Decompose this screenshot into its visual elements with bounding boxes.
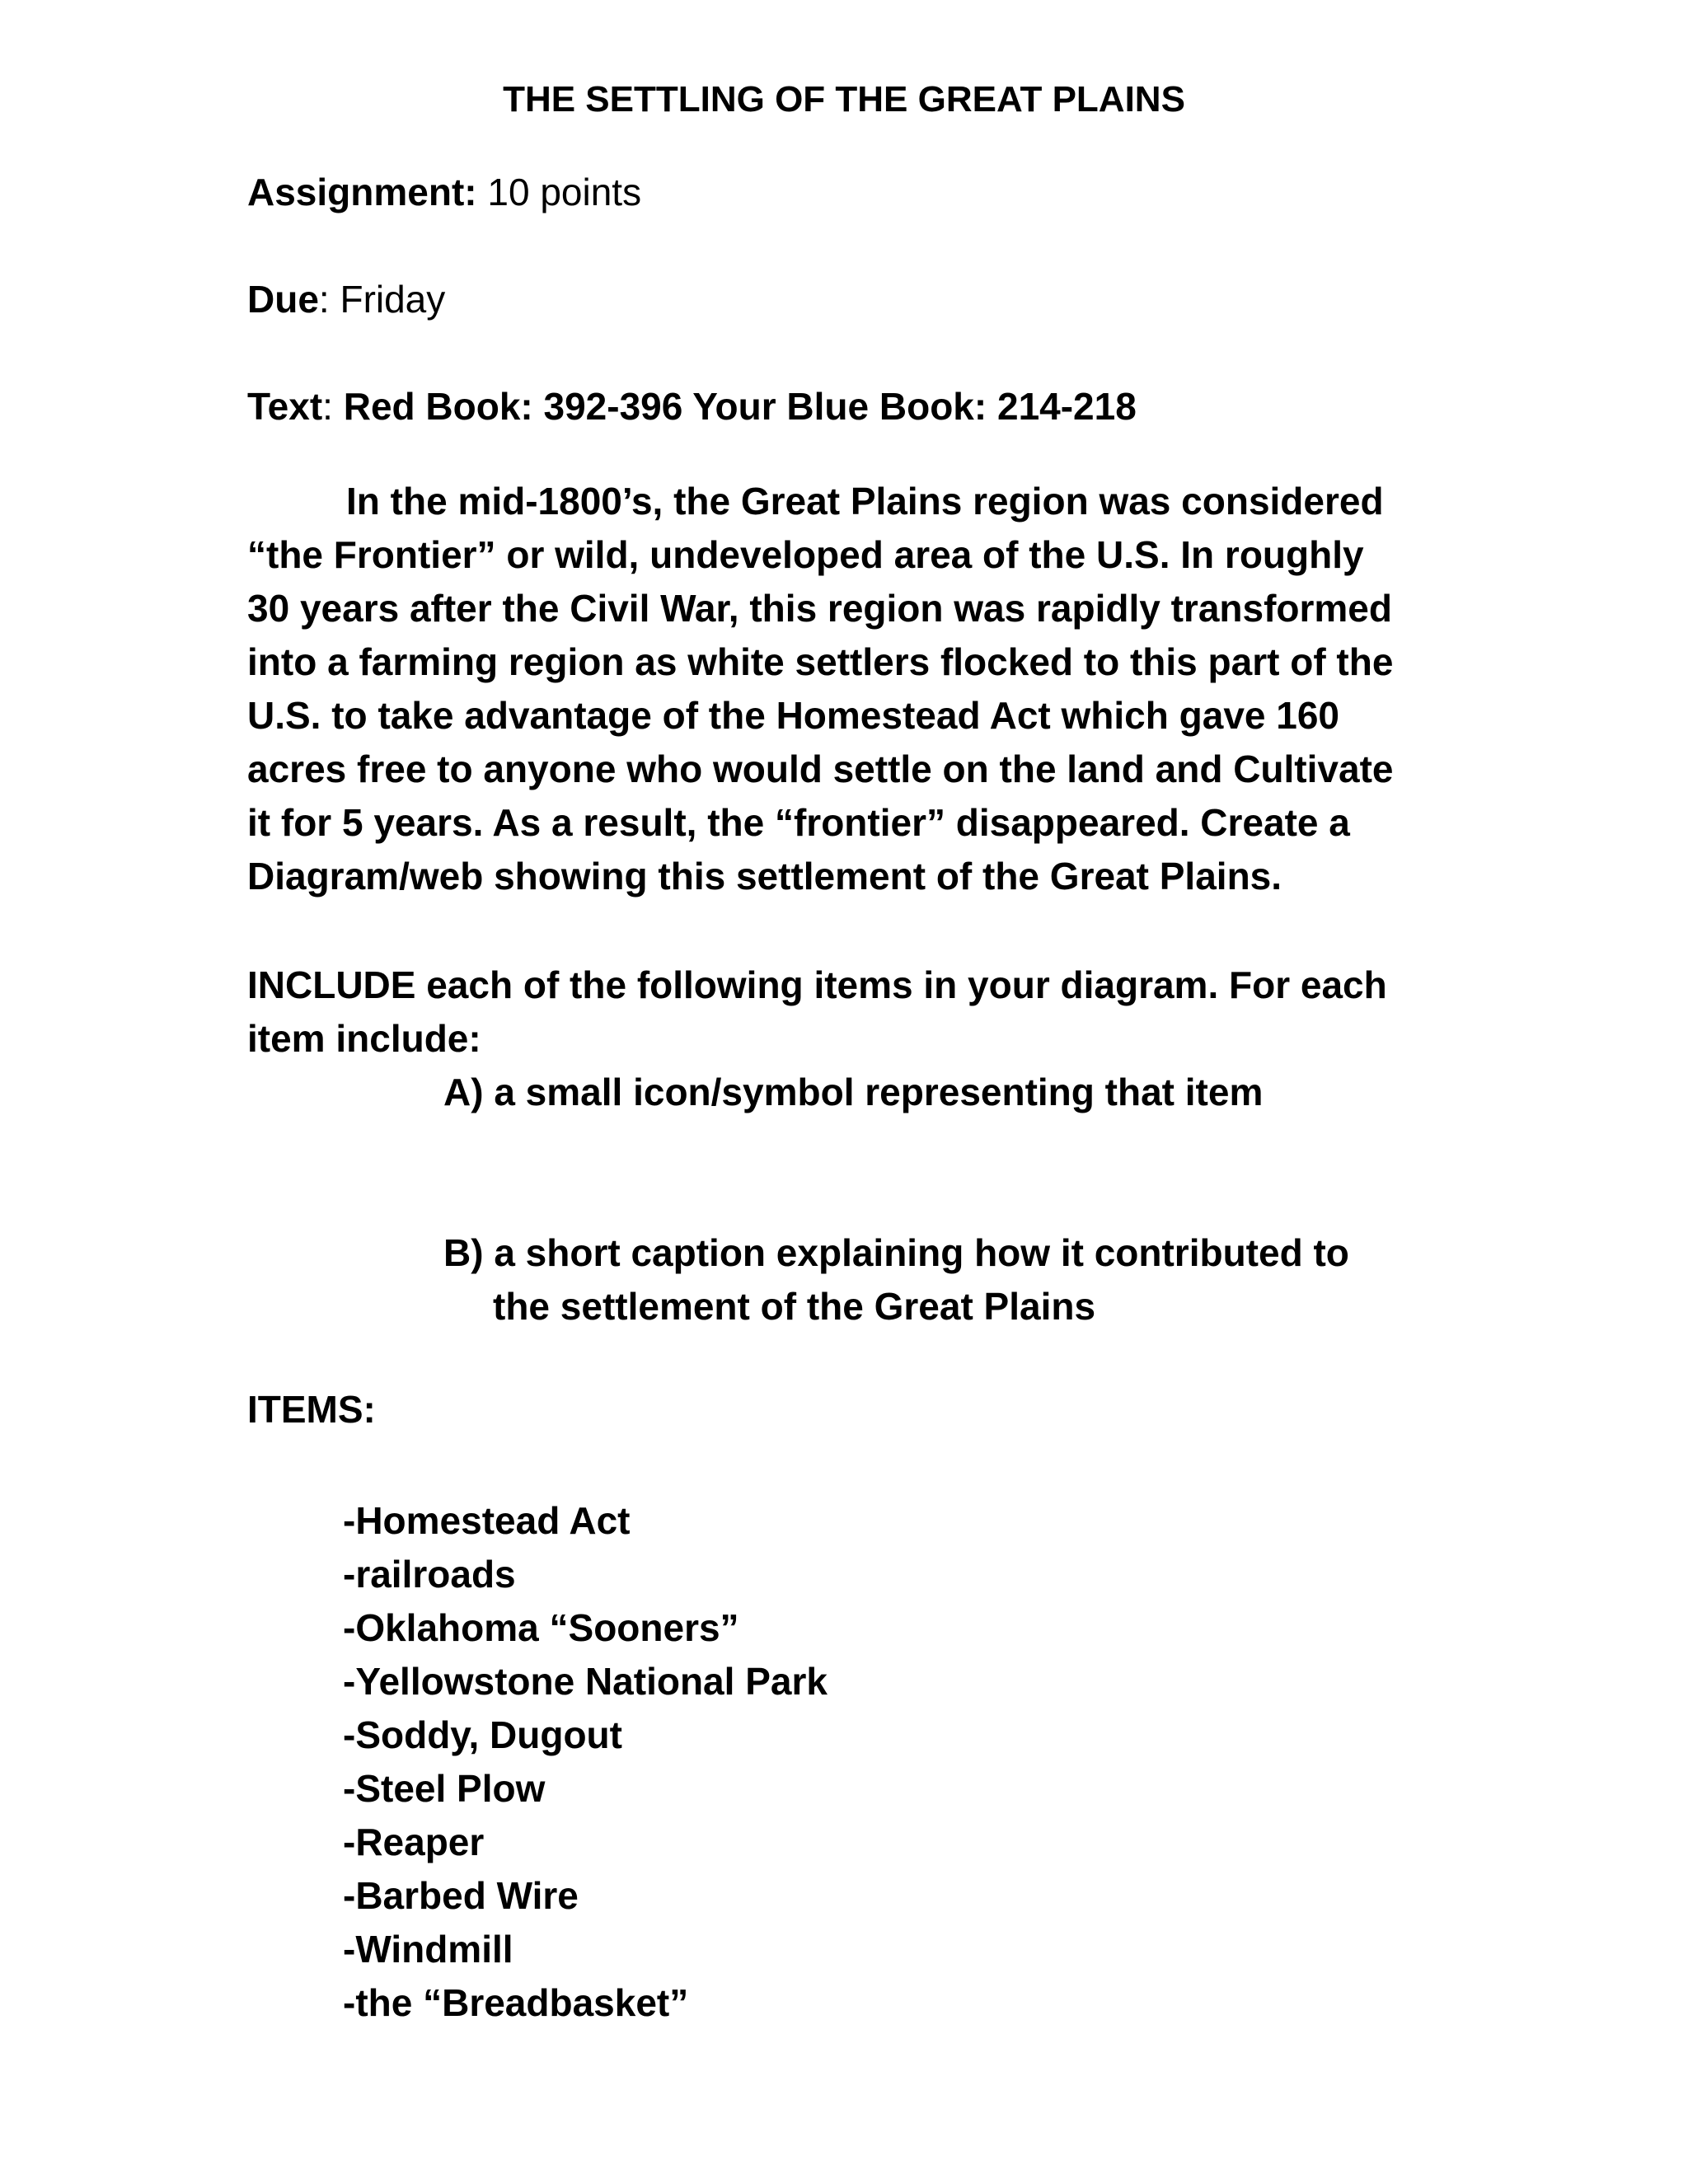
due-line	[247, 277, 445, 321]
assignment-value: 10 points	[476, 171, 642, 213]
intro-line: acres free to anyone who would settle on the land and Cultivate	[247, 748, 1394, 790]
assignment-line	[247, 170, 641, 214]
sub-item-b-line1: B) a short caption explaining how it contributed to	[443, 1231, 1349, 1274]
sub-item-b	[443, 1226, 1349, 1333]
due-value: : Friday	[318, 278, 446, 321]
list-item: -railroads	[343, 1553, 516, 1596]
intro-paragraph	[247, 475, 1418, 903]
items-heading: ITEMS:	[247, 1388, 376, 1431]
include-instructions	[247, 958, 1418, 1066]
intro-line: Diagram/web showing this settlement of the Great Plains.	[247, 855, 1282, 898]
intro-line: into a farming region as white settlers flocked to this part of the	[247, 640, 1394, 683]
intro-line: In the mid-1800’s, the Great Plains region was considered	[346, 480, 1384, 523]
items-list	[343, 1494, 828, 2030]
text-value: Red Book: 392-396 Your Blue Book: 214-218	[343, 385, 1137, 428]
text-label: Text	[247, 385, 323, 428]
list-item: -Reaper	[343, 1821, 485, 1863]
list-item: -Yellowstone National Park	[343, 1660, 828, 1703]
intro-line: “the Frontier” or wild, undeveloped area of the U.S. In roughly	[247, 533, 1364, 576]
intro-line: U.S. to take advantage of the Homestead Act which gave 160	[247, 694, 1340, 737]
sub-item-a: A) a small icon/symbol representing that item	[443, 1071, 1264, 1113]
list-item: -Homestead Act	[343, 1499, 631, 1542]
list-item: -Soddy, Dugout	[343, 1713, 622, 1756]
sub-item-b-line2: the settlement of the Great Plains	[493, 1285, 1096, 1328]
intro-line: it for 5 years. As a result, the “frontier” disappeared. Create a	[247, 801, 1350, 844]
include-line: item include:	[247, 1017, 481, 1060]
list-item: -the “Breadbasket”	[343, 1981, 689, 2024]
list-item: -Barbed Wire	[343, 1874, 579, 1917]
list-item: -Oklahoma “Sooners”	[343, 1606, 739, 1649]
list-item: -Steel Plow	[343, 1767, 546, 1810]
due-label: Due	[247, 278, 319, 321]
text-reference-line	[247, 384, 1137, 429]
assignment-label: Assignment:	[247, 171, 477, 213]
intro-line: 30 years after the Civil War, this region was rapidly transformed	[247, 587, 1392, 630]
list-item: -Windmill	[343, 1928, 513, 1971]
page-title: THE SETTLING OF THE GREAT PLAINS	[503, 79, 1185, 120]
text-separator: :	[322, 385, 344, 428]
include-line: INCLUDE each of the following items in your diagram. For each	[247, 963, 1387, 1006]
